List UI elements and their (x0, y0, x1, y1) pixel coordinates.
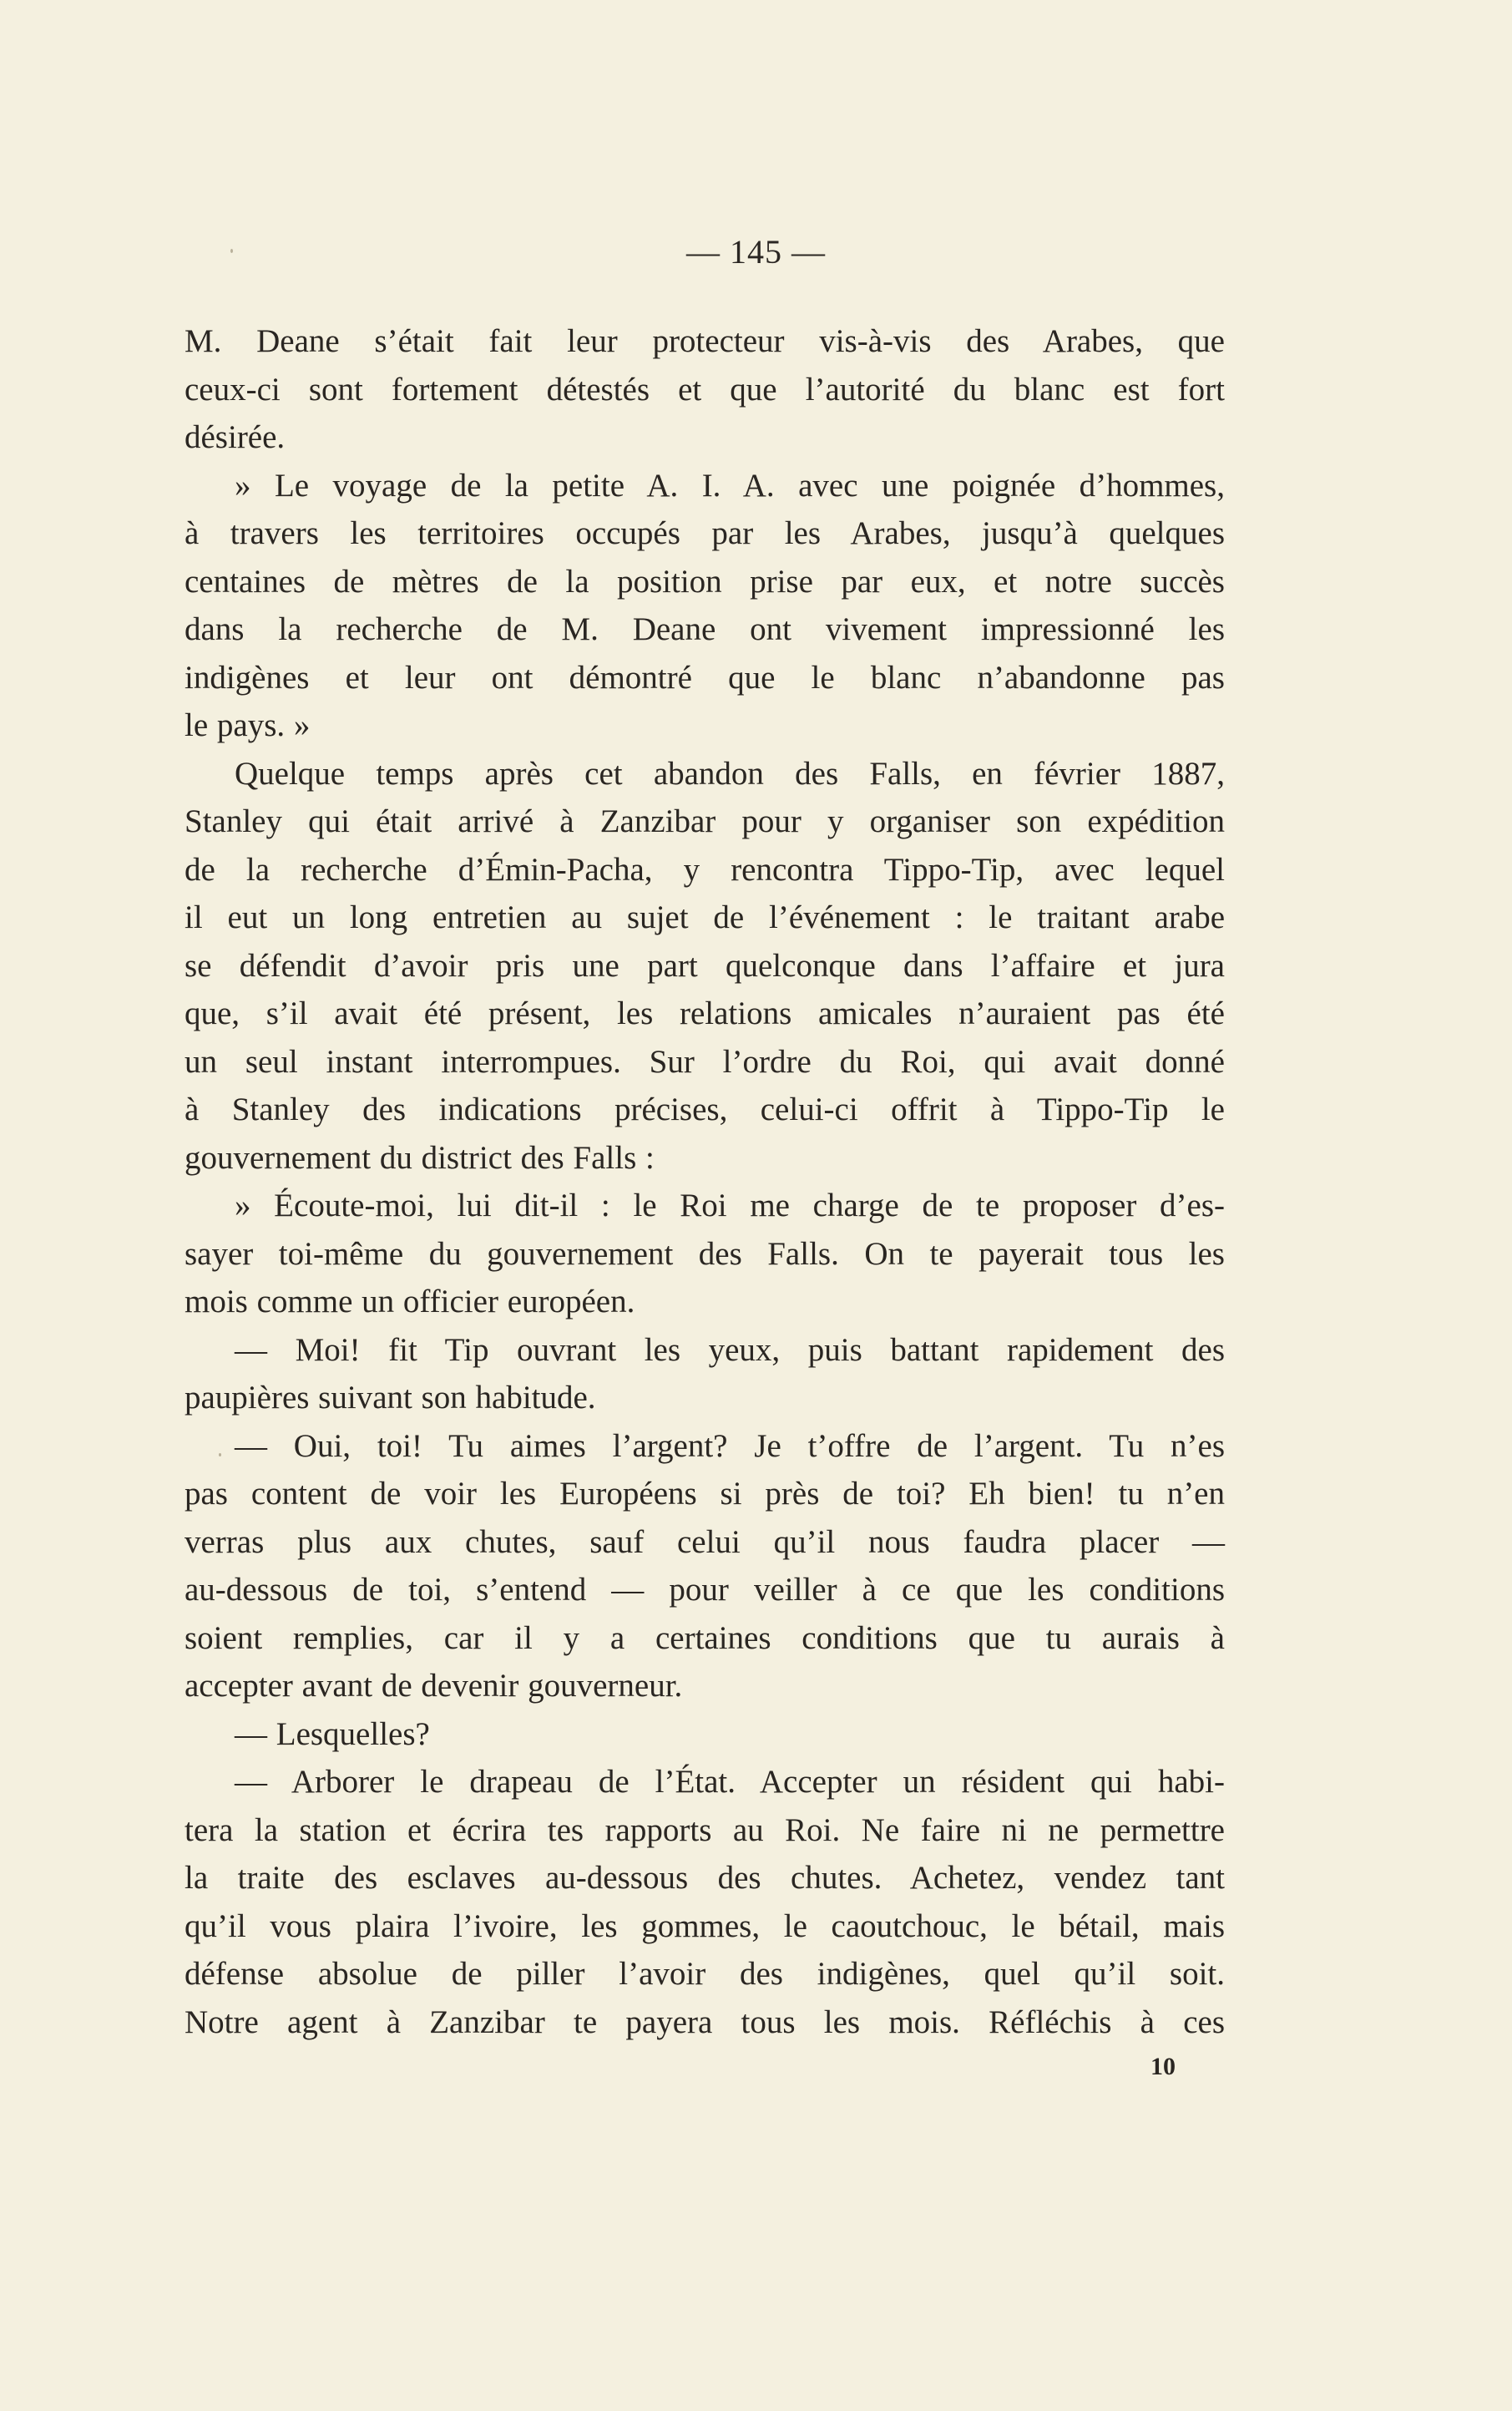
text-line: dans la recherche de M. Deane ont vivement impressionné les (185, 611, 1225, 647)
text-line: » Le voyage de la petite A. I. A. avec une poignée d’hommes, (235, 467, 1225, 504)
text-line: Notre agent à Zanzibar te payera tous les mois. Réfléchis à ces (185, 2003, 1225, 2040)
text-line: à travers les territoires occupés par les Arabes, jusqu’à quelques (185, 515, 1225, 551)
text-line: — Arborer le drapeau de l’État. Accepter un résident qui habi- (235, 1764, 1225, 1800)
text-line: — Lesquelles? (235, 1715, 430, 1752)
text-line: ceux-ci sont fortement détestés et que l’autorité du blanc est fort (185, 371, 1225, 408)
text-line: de la recherche d’Émin-Pacha, y rencontra Tippo-Tip, avec lequel (185, 851, 1225, 888)
text-line: il eut un long entretien au sujet de l’événement : le traitant arabe (185, 899, 1225, 935)
text-line: tera la station et écrira tes rapports au Roi. Ne faire ni ne permettre (185, 1811, 1225, 1848)
text-line: — Oui, toi! Tu aimes l’argent? Je t’offre de l’argent. Tu n’es (235, 1427, 1225, 1464)
text-line: un seul instant interrompues. Sur l’ordre du Roi, qui avait donné (185, 1043, 1225, 1080)
text-line: accepter avant de devenir gouverneur. (185, 1668, 683, 1704)
page-number: — 145 — (686, 233, 826, 271)
text-line: sayer toi-même du gouvernement des Falls. On te payerait tous les (185, 1235, 1225, 1272)
text-line: indigènes et leur ont démontré que le blanc n’abandonne pas (185, 659, 1225, 696)
text-line: Quelque temps après cet abandon des Falls, en février 1887, (235, 755, 1225, 792)
body-text (185, 317, 1225, 2046)
text-line: centaines de mètres de la position prise par eux, et notre succès (185, 563, 1225, 600)
text-line: verras plus aux chutes, sauf celui qu’il nous faudra placer — (185, 1523, 1225, 1560)
text-line: le pays. » (185, 707, 311, 743)
text-line: à Stanley des indications précises, celui-ci offrit à Tippo-Tip le (185, 1092, 1225, 1127)
text-line: Stanley qui était arrivé à Zanzibar pour y organiser son expédition (185, 803, 1225, 839)
text-line: mois comme un officier européen. (185, 1284, 635, 1319)
text-line: qu’il vous plaira l’ivoire, les gommes, le caoutchouc, le bétail, mais (185, 1907, 1225, 1944)
text-line: soient remplies, car il y a certaines conditions que tu aurais à (185, 1619, 1225, 1656)
signature-mark: 10 (1150, 2053, 1176, 2080)
text-line: — Moi! fit Tip ouvrant les yeux, puis battant rapidement des (235, 1331, 1225, 1368)
text-line: défense absolue de piller l’avoir des indigènes, quel qu’il soit. (185, 1956, 1225, 1992)
text-line: la traite des esclaves au-dessous des chutes. Achetez, vendez tant (185, 1860, 1225, 1896)
text-line: paupières suivant son habitude. (185, 1380, 596, 1416)
text-line: M. Deane s’était fait leur protecteur vis-à-vis des Arabes, que (185, 323, 1225, 359)
text-line: se défendit d’avoir pris une part quelconque dans l’affaire et jura (185, 947, 1225, 984)
text-line: au-dessous de toi, s’entend — pour veiller à ce que les conditions (185, 1572, 1225, 1608)
text-line: gouvernement du district des Falls : (185, 1139, 655, 1176)
text-line: que, s’il avait été présent, les relations amicales n’auraient pas été (185, 995, 1225, 1031)
text-line: désirée. (185, 419, 286, 455)
text-line: » Écoute-moi, lui dit-il : le Roi me charge de te proposer d’es- (235, 1188, 1225, 1223)
text-line: pas content de voir les Européens si près de toi? Eh bien! tu n’en (185, 1476, 1225, 1512)
